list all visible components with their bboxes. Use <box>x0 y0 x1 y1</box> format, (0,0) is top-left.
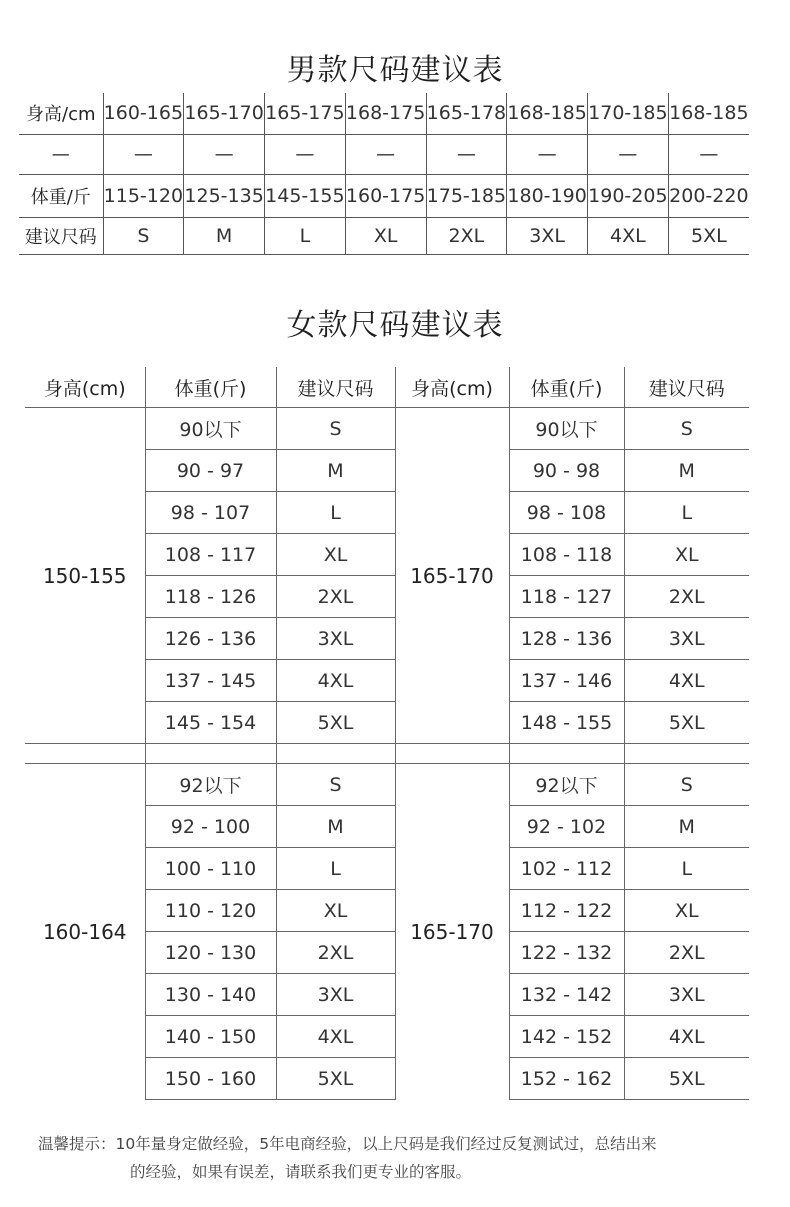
men-cell: 2XL <box>426 217 507 254</box>
women-size-left: 3XL <box>276 974 395 1016</box>
women-size-left: 4XL <box>276 660 395 702</box>
tip-note-line-2: 的经验，如果有误差，请联系我们更专业的客服。 <box>130 1163 472 1181</box>
women-height-left: 160-164 <box>25 764 145 1100</box>
women-size-left: S <box>276 408 395 450</box>
men-cell: 200-220 <box>668 174 749 217</box>
spacer-cell <box>276 744 395 764</box>
women-size-left: 2XL <box>276 932 395 974</box>
men-cell: 170-185 <box>588 93 669 134</box>
women-size-right: L <box>624 848 749 890</box>
men-row-label: 建议尺码 <box>19 217 103 254</box>
men-cell: — <box>265 134 346 174</box>
spacer-cell <box>145 744 276 764</box>
header-weight-right: 体重(斤) <box>509 367 624 408</box>
women-weight-right: 132 - 142 <box>509 974 624 1016</box>
women-weight-left: 150 - 160 <box>145 1058 276 1100</box>
women-weight-left: 100 - 110 <box>145 848 276 890</box>
women-weight-left: 98 - 107 <box>145 492 276 534</box>
men-cell: — <box>426 134 507 174</box>
women-size-row <box>25 408 749 450</box>
men-cell: M <box>184 217 265 254</box>
women-size-right: M <box>624 450 749 492</box>
men-size-chart-title: 男款尺码建议表 <box>286 53 504 88</box>
women-header-row <box>25 367 749 408</box>
men-height-row <box>19 93 749 134</box>
men-cell: 168-185 <box>668 93 749 134</box>
women-size-left: 2XL <box>276 576 395 618</box>
header-height-right: 身高(cm) <box>395 367 509 408</box>
women-size-right: 5XL <box>624 1058 749 1100</box>
men-cell: — <box>588 134 669 174</box>
women-size-left: L <box>276 492 395 534</box>
women-size-right: 4XL <box>624 660 749 702</box>
header-height-left: 身高(cm) <box>43 377 126 400</box>
women-weight-left: 90以下 <box>145 408 276 450</box>
women-size-chart-title: 女款尺码建议表 <box>286 308 504 343</box>
spacer-cell <box>624 744 749 764</box>
men-cell: 160-175 <box>345 174 426 217</box>
men-dash-row <box>19 134 749 174</box>
men-cell: — <box>668 134 749 174</box>
men-cell: 165-178 <box>426 93 507 134</box>
men-cell: — <box>345 134 426 174</box>
women-weight-left: 90 - 97 <box>145 450 276 492</box>
women-size-left: M <box>276 450 395 492</box>
women-height-right: 165-170 <box>395 408 509 744</box>
women-size-table <box>25 367 749 1100</box>
men-cell: L <box>265 217 346 254</box>
women-weight-left: 120 - 130 <box>145 932 276 974</box>
women-weight-right: 122 - 132 <box>509 932 624 974</box>
women-weight-left: 130 - 140 <box>145 974 276 1016</box>
women-size-left: M <box>276 806 395 848</box>
men-cell: 3XL <box>507 217 588 254</box>
men-cell: S <box>103 217 184 254</box>
men-cell: 145-155 <box>265 174 346 217</box>
women-size-right: 4XL <box>624 1016 749 1058</box>
women-height-left: 150-155 <box>25 408 145 744</box>
women-weight-right: 128 - 136 <box>509 618 624 660</box>
spacer-cell <box>395 744 509 764</box>
men-cell: 5XL <box>668 217 749 254</box>
women-weight-left: 126 - 136 <box>145 618 276 660</box>
women-weight-left: 118 - 126 <box>145 576 276 618</box>
women-weight-right: 92以下 <box>509 764 624 806</box>
men-cell: 165-175 <box>265 93 346 134</box>
women-size-left: 5XL <box>276 1058 395 1100</box>
women-size-left: 3XL <box>276 618 395 660</box>
women-weight-left: 137 - 145 <box>145 660 276 702</box>
women-weight-right: 108 - 118 <box>509 534 624 576</box>
men-cell: 115-120 <box>103 174 184 217</box>
men-cell: — <box>507 134 588 174</box>
women-height-right: 165-170 <box>395 764 509 1100</box>
women-size-left: XL <box>276 534 395 576</box>
women-weight-right: 148 - 155 <box>509 702 624 744</box>
men-cell: 165-170 <box>184 93 265 134</box>
women-size-right: XL <box>624 534 749 576</box>
women-weight-right: 90 - 98 <box>509 450 624 492</box>
women-size-row <box>25 764 749 806</box>
women-weight-right: 92 - 102 <box>509 806 624 848</box>
women-size-right: 5XL <box>624 702 749 744</box>
women-size-right: L <box>624 492 749 534</box>
header-weight-left: 体重(斤) <box>145 367 276 408</box>
women-weight-left: 145 - 154 <box>145 702 276 744</box>
men-cell: 168-185 <box>507 93 588 134</box>
women-weight-left: 110 - 120 <box>145 890 276 932</box>
women-weight-left: 92 - 100 <box>145 806 276 848</box>
men-cell: 168-175 <box>345 93 426 134</box>
men-cell: — <box>184 134 265 174</box>
women-weight-left: 108 - 117 <box>145 534 276 576</box>
men-cell: 125-135 <box>184 174 265 217</box>
men-cell: 4XL <box>588 217 669 254</box>
women-size-right: S <box>624 408 749 450</box>
women-weight-left: 140 - 150 <box>145 1016 276 1058</box>
women-size-right: 3XL <box>624 618 749 660</box>
women-weight-right: 102 - 112 <box>509 848 624 890</box>
women-weight-right: 112 - 122 <box>509 890 624 932</box>
men-row-label: — <box>19 134 103 174</box>
women-size-left: S <box>276 764 395 806</box>
women-size-left: L <box>276 848 395 890</box>
men-cell: 175-185 <box>426 174 507 217</box>
women-weight-left: 92以下 <box>145 764 276 806</box>
women-size-right: XL <box>624 890 749 932</box>
men-cell: 180-190 <box>507 174 588 217</box>
women-weight-right: 118 - 127 <box>509 576 624 618</box>
men-cell: XL <box>345 217 426 254</box>
women-size-left: 5XL <box>276 702 395 744</box>
women-weight-right: 152 - 162 <box>509 1058 624 1100</box>
header-size-left: 建议尺码 <box>276 367 395 408</box>
tip-note-line-1: 温馨提示：10年量身定做经验，5年电商经验，以上尺码是我们经过反复测试过，总结出来 <box>38 1135 657 1153</box>
men-row-label: 体重/斤 <box>19 174 103 217</box>
men-size-row <box>19 217 749 254</box>
header-size-right: 建议尺码 <box>624 367 749 408</box>
women-weight-right: 90以下 <box>509 408 624 450</box>
men-cell: 190-205 <box>588 174 669 217</box>
women-size-right: M <box>624 806 749 848</box>
men-weight-row <box>19 174 749 217</box>
men-row-label: 身高/cm <box>26 104 96 126</box>
women-size-right: 2XL <box>624 576 749 618</box>
men-cell: 160-165 <box>103 93 184 134</box>
men-size-table <box>19 93 749 255</box>
spacer-cell <box>509 744 624 764</box>
women-weight-right: 98 - 108 <box>509 492 624 534</box>
spacer-cell <box>25 744 145 764</box>
women-weight-right: 142 - 152 <box>509 1016 624 1058</box>
women-group-spacer <box>25 744 749 764</box>
women-size-left: XL <box>276 890 395 932</box>
tip-note <box>38 1130 768 1186</box>
women-size-left: 4XL <box>276 1016 395 1058</box>
women-weight-right: 137 - 146 <box>509 660 624 702</box>
women-size-right: S <box>624 764 749 806</box>
women-size-right: 2XL <box>624 932 749 974</box>
women-size-right: 3XL <box>624 974 749 1016</box>
men-cell: — <box>103 134 184 174</box>
